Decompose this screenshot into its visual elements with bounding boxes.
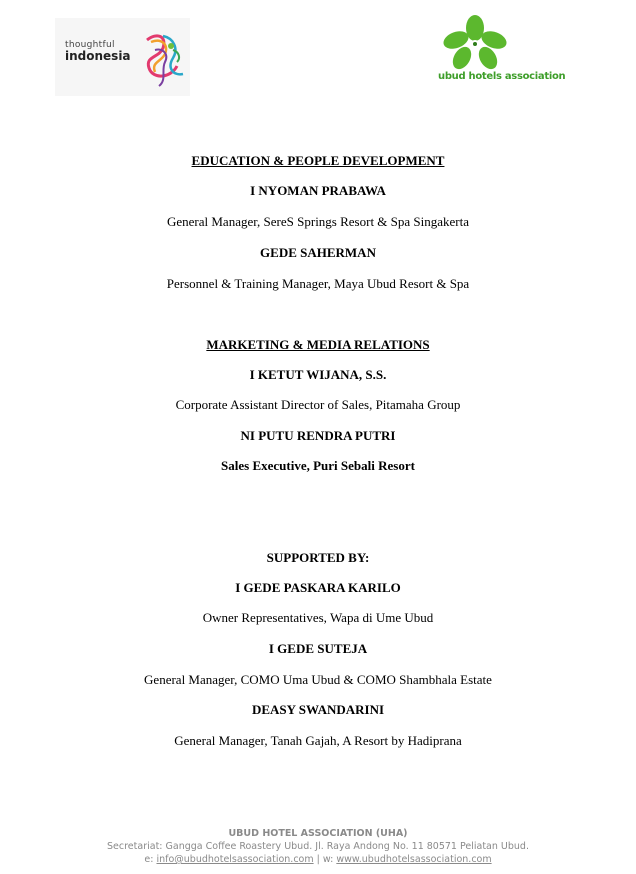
logo-left-line1: thoughtful bbox=[65, 40, 115, 50]
footer-email-prefix: e: bbox=[144, 854, 157, 865]
education-heading: EDUCATION & PEOPLE DEVELOPMENT bbox=[191, 153, 445, 168]
logo-right-text: ubud hotels association bbox=[438, 71, 566, 82]
supported-person3-name: DEASY SWANDARINI bbox=[251, 702, 385, 717]
garuda-bird-icon bbox=[137, 30, 187, 90]
education-person2-role: Personnel & Training Manager, Maya Ubud Resort & Spa bbox=[166, 276, 470, 291]
supported-heading: SUPPORTED BY: bbox=[266, 550, 370, 565]
green-flower-icon bbox=[440, 14, 510, 72]
education-person1-name: I NYOMAN PRABAWA bbox=[250, 183, 386, 198]
marketing-person1-role: Corporate Assistant Director of Sales, Pitamaha Group bbox=[175, 397, 461, 412]
marketing-heading: MARKETING & MEDIA RELATIONS bbox=[206, 337, 430, 352]
marketing-person2-name: NI PUTU RENDRA PUTRI bbox=[240, 428, 396, 443]
footer-title: UBUD HOTEL ASSOCIATION (UHA) bbox=[228, 828, 408, 839]
supported-person3-role: General Manager, Tanah Gajah, A Resort by Hadiprana bbox=[174, 733, 462, 748]
supported-person2-role: General Manager, COMO Uma Ubud & COMO Shambhala Estate bbox=[144, 672, 492, 687]
footer-website-link[interactable]: www.ubudhotelsassociation.com bbox=[336, 854, 492, 865]
footer-email-link[interactable]: info@ubudhotelsassociation.com bbox=[156, 854, 314, 865]
supported-person1-role: Owner Representatives, Wapa di Ume Ubud bbox=[202, 610, 434, 625]
education-person1-role: General Manager, SereS Springs Resort & Spa Singakerta bbox=[166, 214, 470, 229]
logo-left-line2: indonesia bbox=[65, 49, 131, 63]
footer-contact bbox=[0, 854, 636, 865]
marketing-person2-role: Sales Executive, Puri Sebali Resort bbox=[221, 458, 415, 473]
supported-person2-name: I GEDE SUTEJA bbox=[268, 641, 368, 656]
marketing-person1-name: I KETUT WIJANA, S.S. bbox=[249, 367, 387, 382]
ubud-hotels-association-logo bbox=[436, 14, 576, 90]
footer-address: Secretariat: Gangga Coffee Roastery Ubud. Jl. Raya Andong No. 11 80571 Peliatan Ubud. bbox=[107, 841, 529, 852]
supported-person1-name: I GEDE PASKARA KARILO bbox=[235, 580, 401, 595]
footer-separator: | w: bbox=[313, 854, 337, 865]
education-person2-name: GEDE SAHERMAN bbox=[260, 245, 376, 260]
thoughtful-indonesia-logo bbox=[55, 18, 190, 96]
